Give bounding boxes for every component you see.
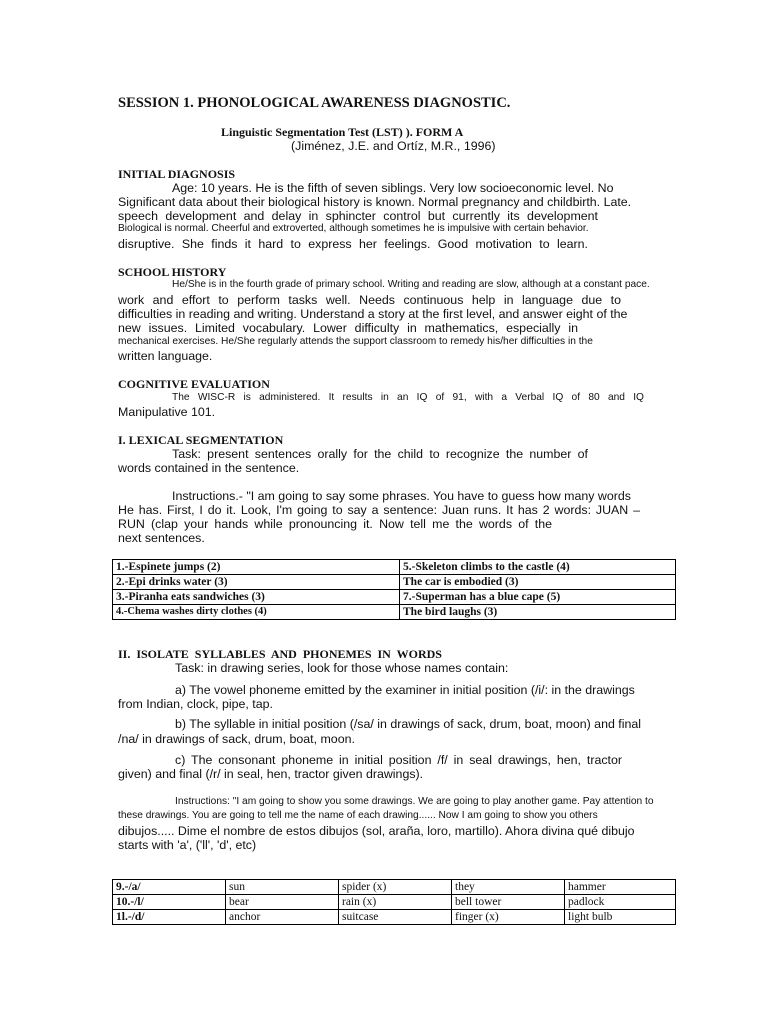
table-cell: hammer — [565, 880, 676, 895]
table-row — [113, 910, 676, 925]
table-row — [113, 605, 676, 620]
table-cell: spider (x) — [339, 880, 452, 895]
page-title: SESSION 1. PHONOLOGICAL AWARENESS DIAGNOSTIC. — [118, 95, 511, 111]
table-cell: The bird laughs (3) — [400, 605, 676, 620]
table-cell: finger (x) — [452, 910, 565, 925]
table-cell: 3.-Piranha eats sandwiches (3) — [113, 590, 400, 605]
isolate-instruction-line: starts with 'a', ('ll', 'd', etc) — [118, 838, 257, 852]
isolate-instruction-line: Instructions: "I am going to show you some drawings. We are going to play another game. Pay attention to — [175, 796, 654, 807]
lexical-instruction-line: Instructions.- "I am going to say some phrases. You have to guess how many words — [172, 489, 631, 503]
lexical-heading: I. LEXICAL SEGMENTATION — [118, 433, 284, 447]
table-cell: bear — [226, 895, 339, 910]
table-row — [113, 590, 676, 605]
test-name: Linguistic Segmentation Test (LST) ). FORM A — [221, 125, 464, 139]
isolate-instruction-line: dibujos..... Dime el nombre de estos dibujos (sol, araña, loro, martillo). Ahora divina qué dibujo — [118, 824, 635, 838]
table-row — [113, 560, 676, 575]
school-history-line: mechanical exercises. He/She regularly attends the support classroom to remedy his/her difficulties in the — [118, 336, 593, 347]
table-cell: padlock — [565, 895, 676, 910]
lexical-task-line: words contained in the sentence. — [118, 461, 300, 475]
table-cell: they — [452, 880, 565, 895]
isolate-a-line: from Indian, clock, pipe, tap. — [118, 697, 273, 711]
initial-diagnosis-heading: INITIAL DIAGNOSIS — [118, 167, 236, 181]
isolate-c-line: given) and final (/r/ in seal, hen, tractor given drawings). — [118, 767, 424, 781]
table-row — [113, 895, 676, 910]
table-cell: 4.-Chema washes dirty clothes (4) — [113, 605, 400, 620]
lexical-sentences-table — [112, 559, 676, 620]
table-cell: 1.-Espinete jumps (2) — [113, 560, 400, 575]
lexical-instruction-line: He has. First, I do it. Look, I'm going to say a sentence: Juan runs. It has 2 words: JUAN – — [118, 503, 640, 517]
diagnosis-line: Significant data about their biological history is known. Normal pregnancy and childbirth. Late. — [118, 195, 632, 209]
table-row — [113, 880, 676, 895]
table-cell: rain (x) — [339, 895, 452, 910]
table-cell: 2.-Epi drinks water (3) — [113, 575, 400, 590]
isolate-a-line: a) The vowel phoneme emitted by the examiner in initial position (/i/: in the drawings — [175, 683, 635, 697]
table-cell: The car is embodied (3) — [400, 575, 676, 590]
cognitive-line: Manipulative 101. — [118, 405, 216, 419]
table-cell: bell tower — [452, 895, 565, 910]
school-history-line: written language. — [118, 349, 213, 363]
table-cell: 10.-/l/ — [113, 895, 226, 910]
cognitive-heading: COGNITIVE EVALUATION — [118, 377, 270, 391]
phoneme-drawings-table — [112, 879, 676, 925]
lexical-instruction-line: RUN (clap your hands while pronouncing it. Now tell me the words of the — [118, 517, 552, 531]
table-cell: sun — [226, 880, 339, 895]
isolate-heading: II. ISOLATE SYLLABLES AND PHONEMES IN WORDS — [118, 647, 442, 661]
school-history-line: difficulties in reading and writing. Understand a story at the first level, and answer eight of the — [118, 307, 628, 321]
school-history-line: He/She is in the fourth grade of primary school. Writing and reading are slow, although at a constant pace. — [172, 279, 650, 290]
table-cell: anchor — [226, 910, 339, 925]
lexical-task-line: Task: present sentences orally for the child to recognize the number of — [172, 447, 588, 461]
diagnosis-line: speech development and delay in sphincter control but currently its development — [118, 209, 598, 223]
school-history-heading: SCHOOL HISTORY — [118, 265, 227, 279]
lexical-instruction-line: next sentences. — [118, 531, 205, 545]
diagnosis-line: disruptive. She finds it hard to express her feelings. Good motivation to learn. — [118, 237, 588, 251]
table-cell: 9.-/a/ — [113, 880, 226, 895]
table-cell: suitcase — [339, 910, 452, 925]
isolate-b-line: /na/ in drawings of sack, drum, boat, moon. — [118, 732, 355, 746]
table-cell: 1l.-/d/ — [113, 910, 226, 925]
table-cell: light bulb — [565, 910, 676, 925]
test-citation: (Jiménez, J.E. and Ortíz, M.R., 1996) — [291, 139, 496, 153]
isolate-c-line: c) The consonant phoneme in initial position /f/ in seal drawings, hen, tractor — [175, 753, 622, 767]
table-cell: 7.-Superman has a blue cape (5) — [400, 590, 676, 605]
diagnosis-line: Age: 10 years. He is the fifth of seven siblings. Very low socioeconomic level. No — [172, 181, 614, 195]
isolate-b-line: b) The syllable in initial position (/sa/ in drawings of sack, drum, boat, moon) and final — [175, 717, 642, 731]
table-cell: 5.-Skeleton climbs to the castle (4) — [400, 560, 676, 575]
cognitive-line: The WISC-R is administered. It results in an IQ of 91, with a Verbal IQ of 80 and IQ — [172, 392, 644, 403]
isolate-task: Task: in drawing series, look for those whose names contain: — [175, 661, 509, 675]
school-history-line: work and effort to perform tasks well. Needs continuous help in language due to — [118, 293, 621, 307]
diagnosis-line: Biological is normal. Cheerful and extroverted, although sometimes he is impulsive with certain behavior. — [118, 223, 589, 234]
isolate-instruction-line: these drawings. You are going to tell me the name of each drawing...... Now I am going to show you others — [118, 810, 598, 821]
table-row — [113, 575, 676, 590]
school-history-line: new issues. Limited vocabulary. Lower difficulty in mathematics, especially in — [118, 321, 578, 335]
